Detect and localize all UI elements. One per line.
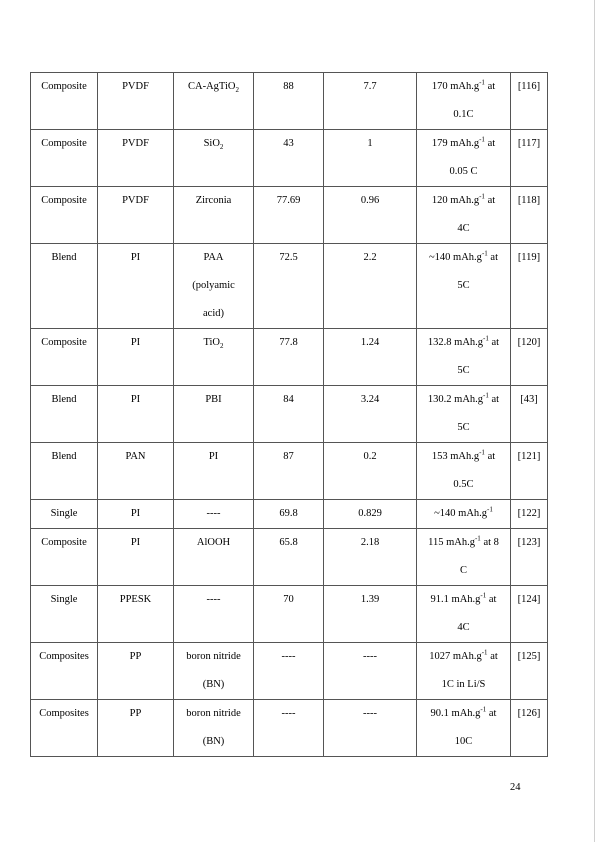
table-row	[31, 73, 548, 130]
cell-additive: SiO$_2$	[174, 130, 254, 187]
cell-porosity: ----	[254, 700, 324, 757]
cell-type: Blend	[31, 244, 98, 329]
cell-conductivity: 1	[324, 130, 417, 187]
cell-ref: [125]	[511, 643, 548, 700]
cell-conductivity: 0.2	[324, 443, 417, 500]
cell-polymer: PI	[98, 529, 174, 586]
cell-porosity: 70	[254, 586, 324, 643]
cell-additive: PAA (polyamic acid)	[174, 244, 254, 329]
table-row	[31, 443, 548, 500]
cell-conductivity: 3.24	[324, 386, 417, 443]
cell-type: Single	[31, 586, 98, 643]
cell-porosity: 43	[254, 130, 324, 187]
cell-porosity: 88	[254, 73, 324, 130]
cell-additive: Zirconia	[174, 187, 254, 244]
cell-porosity: 77.8	[254, 329, 324, 386]
cell-porosity: 72.5	[254, 244, 324, 329]
cell-additive: boron nitride (BN)	[174, 643, 254, 700]
cell-capacity: 130.2 $mAh.g^{-1}$ at 5C	[417, 386, 511, 443]
table-row	[31, 586, 548, 643]
cell-polymer: PP	[98, 700, 174, 757]
cell-porosity: 69.8	[254, 500, 324, 529]
separator-comparison-table	[30, 72, 548, 757]
cell-type: Composite	[31, 529, 98, 586]
cell-ref: [124]	[511, 586, 548, 643]
cell-polymer: PVDF	[98, 130, 174, 187]
cell-conductivity: ----	[324, 700, 417, 757]
cell-type: Blend	[31, 386, 98, 443]
cell-ref: [116]	[511, 73, 548, 130]
table-row	[31, 329, 548, 386]
cell-type: Composite	[31, 187, 98, 244]
cell-capacity: 1027 $mAh.g^{-1}$ at 1C in Li/S	[417, 643, 511, 700]
cell-porosity: 84	[254, 386, 324, 443]
cell-additive: PBI	[174, 386, 254, 443]
cell-capacity: 120 $mAh.g^{-1}$ at 4C	[417, 187, 511, 244]
cell-ref: [122]	[511, 500, 548, 529]
cell-porosity: ----	[254, 643, 324, 700]
table-row	[31, 130, 548, 187]
table-row	[31, 529, 548, 586]
cell-polymer: PI	[98, 244, 174, 329]
cell-capacity: ~140 $mAh.g^{-1}$ at 5C	[417, 244, 511, 329]
cell-conductivity: 0.96	[324, 187, 417, 244]
cell-polymer: PP	[98, 643, 174, 700]
cell-conductivity: 2.2	[324, 244, 417, 329]
cell-polymer: PPESK	[98, 586, 174, 643]
cell-polymer: PI	[98, 500, 174, 529]
cell-additive: boron nitride (BN)	[174, 700, 254, 757]
cell-type: Composites	[31, 700, 98, 757]
table-row	[31, 700, 548, 757]
cell-type: Single	[31, 500, 98, 529]
table-row	[31, 187, 548, 244]
cell-polymer: PAN	[98, 443, 174, 500]
cell-type: Composites	[31, 643, 98, 700]
page-number: 24	[510, 782, 521, 793]
cell-additive: TiO$_2$	[174, 329, 254, 386]
cell-additive: PI	[174, 443, 254, 500]
cell-conductivity: ----	[324, 643, 417, 700]
cell-porosity: 87	[254, 443, 324, 500]
table-row	[31, 386, 548, 443]
cell-polymer: PVDF	[98, 73, 174, 130]
cell-additive: CA-AgTiO$_2$	[174, 73, 254, 130]
cell-additive: ----	[174, 500, 254, 529]
table-row	[31, 643, 548, 700]
cell-ref: [121]	[511, 443, 548, 500]
cell-conductivity: 1.39	[324, 586, 417, 643]
cell-ref: [43]	[511, 386, 548, 443]
cell-capacity: 132.8 $mAh.g^{-1}$ at 5C	[417, 329, 511, 386]
cell-type: Blend	[31, 443, 98, 500]
cell-conductivity: 2.18	[324, 529, 417, 586]
cell-ref: [120]	[511, 329, 548, 386]
cell-additive: ----	[174, 586, 254, 643]
cell-capacity: 170 $mAh.g^{-1}$ at 0.1C	[417, 73, 511, 130]
cell-capacity: 153 $mAh.g^{-1}$ at 0.5C	[417, 443, 511, 500]
cell-type: Composite	[31, 130, 98, 187]
cell-type: Composite	[31, 73, 98, 130]
cell-ref: [117]	[511, 130, 548, 187]
table-row	[31, 500, 548, 529]
cell-polymer: PVDF	[98, 187, 174, 244]
cell-ref: [118]	[511, 187, 548, 244]
cell-capacity: ~140 $mAh.g^{-1}$	[417, 500, 511, 529]
cell-type: Composite	[31, 329, 98, 386]
cell-ref: [123]	[511, 529, 548, 586]
cell-conductivity: 7.7	[324, 73, 417, 130]
cell-conductivity: 1.24	[324, 329, 417, 386]
table-row	[31, 244, 548, 329]
cell-polymer: PI	[98, 329, 174, 386]
cell-porosity: 65.8	[254, 529, 324, 586]
cell-ref: [119]	[511, 244, 548, 329]
cell-capacity: 90.1 $mAh.g^{-1}$ at 10C	[417, 700, 511, 757]
cell-polymer: PI	[98, 386, 174, 443]
cell-ref: [126]	[511, 700, 548, 757]
cell-capacity: 91.1 $mAh.g^{-1}$ at 4C	[417, 586, 511, 643]
cell-capacity: 115 $mAh.g^{-1}$ at 8 C	[417, 529, 511, 586]
cell-additive: AlOOH	[174, 529, 254, 586]
cell-conductivity: 0.829	[324, 500, 417, 529]
cell-capacity: 179 $mAh.g^{-1}$ at 0.05 C	[417, 130, 511, 187]
cell-porosity: 77.69	[254, 187, 324, 244]
